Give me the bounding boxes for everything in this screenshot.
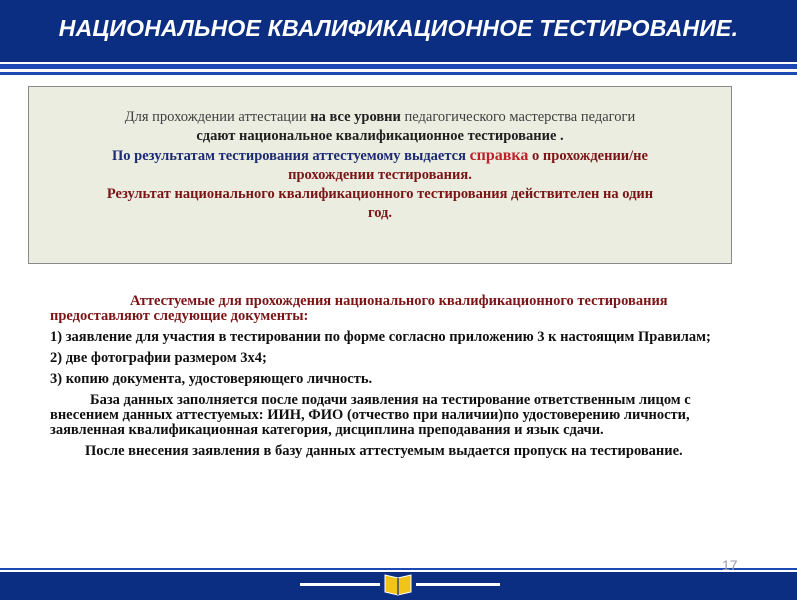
info-text: педагогического мастерства педагоги (400, 109, 636, 125)
info-emphasis: на все уровни (310, 109, 401, 125)
info-line-5: Результат национального квалификационного тестирования действителен на один (106, 186, 654, 202)
database-paragraph: База данных заполняется после подачи заявления на тестирование ответственным лицом с внесением данных аттестуемых: ИИН, ФИО (отчество при наличии)по удостоверению личности, заявленная квалификационная категория, дисциплина преподавания и язык сдачи. (50, 392, 691, 438)
documents-section (50, 294, 740, 465)
info-text: о прохождении/не (528, 148, 648, 164)
document-item-2: 2) две фотографии размером 3х4; (50, 350, 267, 366)
header-stripe-thin (0, 72, 797, 75)
document-item-1: 1) заявление для участия в тестировании по форме согласно приложению 3 к настоящим Правилам; (50, 329, 711, 345)
page-title: НАЦИОНАЛЬНОЕ КВАЛИФИКАЦИОННОЕ ТЕСТИРОВАНИЕ. (58, 15, 739, 41)
book-icon (378, 572, 418, 598)
info-box (28, 86, 732, 264)
page-number: 17 (722, 557, 738, 573)
info-line-4: прохождении тестирования. (288, 167, 472, 183)
info-text: Для прохождении аттестации (124, 109, 311, 125)
info-text: По результатам тестирования аттестуемому выдается (112, 148, 470, 164)
info-line-2: сдают национальное квалификационное тестирование . (196, 128, 564, 144)
footer-stripe (0, 568, 797, 570)
info-line-6: год. (367, 205, 392, 221)
document-item-3: 3) копию документа, удостоверяющего личность. (50, 371, 373, 387)
documents-intro: Аттестуемые для прохождения национального квалификационного тестирования предоставляют следующие документы: (50, 293, 668, 324)
header-stripe (0, 64, 797, 69)
info-highlight: справка (469, 147, 529, 164)
info-line-3 (29, 146, 731, 166)
info-line-1 (29, 108, 731, 127)
pass-paragraph: После внесения заявления в базу данных аттестуемым выдается пропуск на тестирование. (85, 443, 683, 459)
